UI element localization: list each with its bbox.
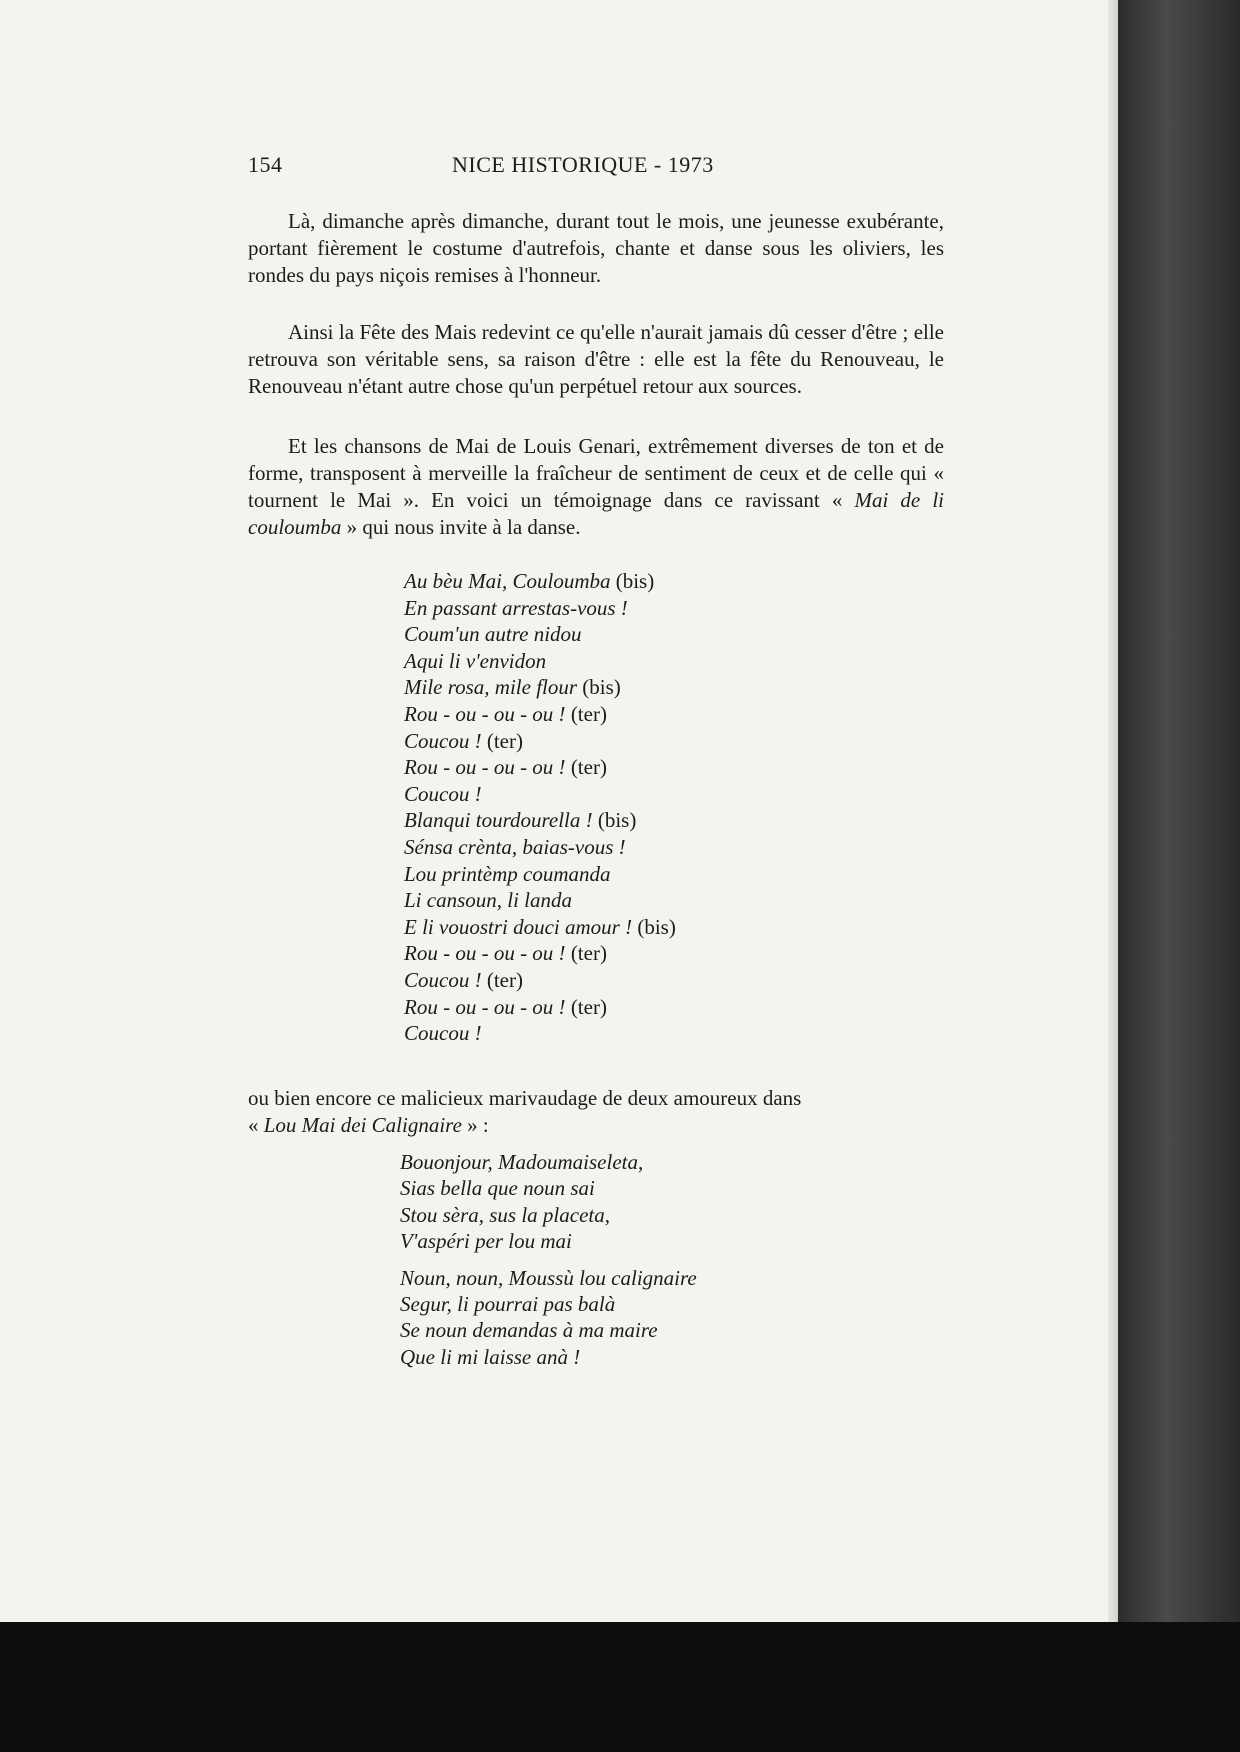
verse-line	[400, 1317, 820, 1343]
verse-text: Blanqui tourdourella !	[404, 808, 593, 833]
quote-open: «	[248, 1113, 264, 1137]
song-1-verses	[404, 568, 824, 1047]
paragraph-3	[248, 433, 944, 541]
paragraph-2	[248, 319, 944, 400]
running-title: NICE HISTORIQUE - 1973	[452, 152, 714, 177]
verse-repeat-note: (ter)	[565, 701, 607, 726]
verse-repeat-note: (ter)	[481, 728, 523, 753]
scan-border-right	[1118, 0, 1240, 1622]
verse-repeat-note: (ter)	[565, 755, 607, 780]
verse-line	[404, 967, 824, 994]
verse-text: Au bèu Mai, Couloumba	[404, 569, 611, 593]
verse-text: Noun, noun, Moussù lou calignaire	[400, 1265, 697, 1290]
verse-line	[404, 834, 824, 861]
verse-line	[400, 1291, 820, 1317]
verse-text: Sénsa crènta, baias-vous !	[404, 834, 626, 859]
page-edge-shadow	[1108, 0, 1118, 1622]
verse-line	[404, 621, 824, 648]
verse-line	[404, 914, 824, 941]
paragraph-text: Ainsi la Fête des Mais redevint ce qu'elle n'aurait jamais dû cesser d'être ; elle retrouva son véritable sens, sa raison d'être : elle est la fête du Renouveau, le Renouveau n'étant autre chose qu'un perpétuel retour aux sources.	[248, 320, 944, 398]
verse-line	[404, 674, 824, 701]
paragraph-text-part: » qui nous invite à la danse.	[341, 515, 581, 539]
verse-text: Stou sèra, sus la placeta,	[400, 1202, 610, 1227]
verse-line	[400, 1344, 820, 1370]
verse-repeat-note: (ter)	[565, 941, 607, 966]
verse-line	[404, 940, 824, 967]
verse-repeat-note: (bis)	[610, 569, 655, 593]
transition-paragraph	[248, 1085, 944, 1139]
verse-text: Segur, li pourrai pas balà	[400, 1292, 616, 1317]
verse-line	[404, 648, 824, 675]
paragraph-text-part: Et les chansons de Mai de Louis Genari, extrêmement diverses de ton et de forme, transposent à merveille la fraîcheur de sentiment de ceux et de celle qui « tournent le Mai ». En voici un témoignage dans ce ravissant «	[248, 434, 944, 512]
quote-close: » :	[461, 1113, 489, 1137]
verse-text: Aqui li v'envidon	[404, 648, 547, 673]
verse-line	[404, 807, 824, 834]
song-title-2: Lou Mai dei Calignaire	[263, 1113, 462, 1137]
transition-line: ou bien encore ce malicieux marivaudage de deux amoureux dans	[248, 1086, 802, 1110]
verse-line	[400, 1228, 820, 1254]
verse-text: Mile rosa, mile flour	[404, 675, 578, 700]
verse-line	[404, 1020, 824, 1047]
verse-text: Bouonjour, Madoumaiseleta,	[400, 1150, 644, 1174]
paragraph-text	[248, 433, 944, 541]
verse-repeat-note: (bis)	[577, 675, 621, 700]
verse-text: V'aspéri per lou mai	[400, 1229, 572, 1254]
verse-line	[400, 1149, 820, 1175]
verse-repeat-note: (bis)	[632, 914, 676, 939]
paragraph-text: Là, dimanche après dimanche, durant tout le mois, une jeunesse exubérante, portant fièrement le costume d'autrefois, chante et danse sous les oliviers, les rondes du pays niçois remises à l'honneur.	[248, 209, 944, 287]
song-title-inline: Mai de li couloumba	[248, 488, 944, 539]
verse-line	[404, 861, 824, 888]
verse-line	[404, 754, 824, 781]
verse-text: Sias bella que noun sai	[400, 1176, 595, 1201]
verse-text: Lou printèmp coumanda	[404, 861, 611, 886]
verse-text: Coum'un autre nidou	[404, 622, 582, 647]
verse-line	[400, 1175, 820, 1201]
verse-line	[404, 781, 824, 808]
song-2-verses	[400, 1149, 820, 1370]
verse-line	[404, 994, 824, 1021]
verse-text: Se noun demandas à ma maire	[400, 1318, 658, 1343]
verse-text: Rou - ou - ou - ou !	[404, 994, 566, 1019]
verse-repeat-note: (ter)	[481, 967, 523, 992]
verse-line	[404, 595, 824, 622]
verse-line	[404, 728, 824, 755]
verse-text: Rou - ou - ou - ou !	[404, 701, 566, 726]
verse-repeat-note: (ter)	[565, 994, 607, 1019]
verse-text: Coucou !	[404, 967, 482, 992]
verse-line	[404, 887, 824, 914]
verse-text: E li vouostri douci amour !	[404, 914, 633, 939]
verse-text: Li cansoun, li landa	[404, 888, 573, 913]
page-number: 154	[248, 152, 283, 177]
verse-text: Coucou !	[404, 1021, 482, 1046]
verse-line	[404, 568, 824, 595]
verse-line	[400, 1202, 820, 1228]
verse-text: En passant arrestas-vous !	[404, 595, 628, 620]
verse-repeat-note: (bis)	[592, 808, 637, 833]
paragraph-1	[248, 208, 944, 289]
verse-text: Coucou !	[404, 728, 482, 753]
verse-line	[400, 1265, 820, 1291]
scan-border-bottom	[0, 1622, 1240, 1752]
verse-text: Rou - ou - ou - ou !	[404, 755, 566, 780]
transition-text	[248, 1085, 944, 1139]
verse-line	[404, 701, 824, 728]
verse-text: Coucou !	[404, 781, 482, 806]
verse-text: Que li mi laisse anà !	[400, 1344, 581, 1369]
verse-text: Rou - ou - ou - ou !	[404, 941, 566, 966]
